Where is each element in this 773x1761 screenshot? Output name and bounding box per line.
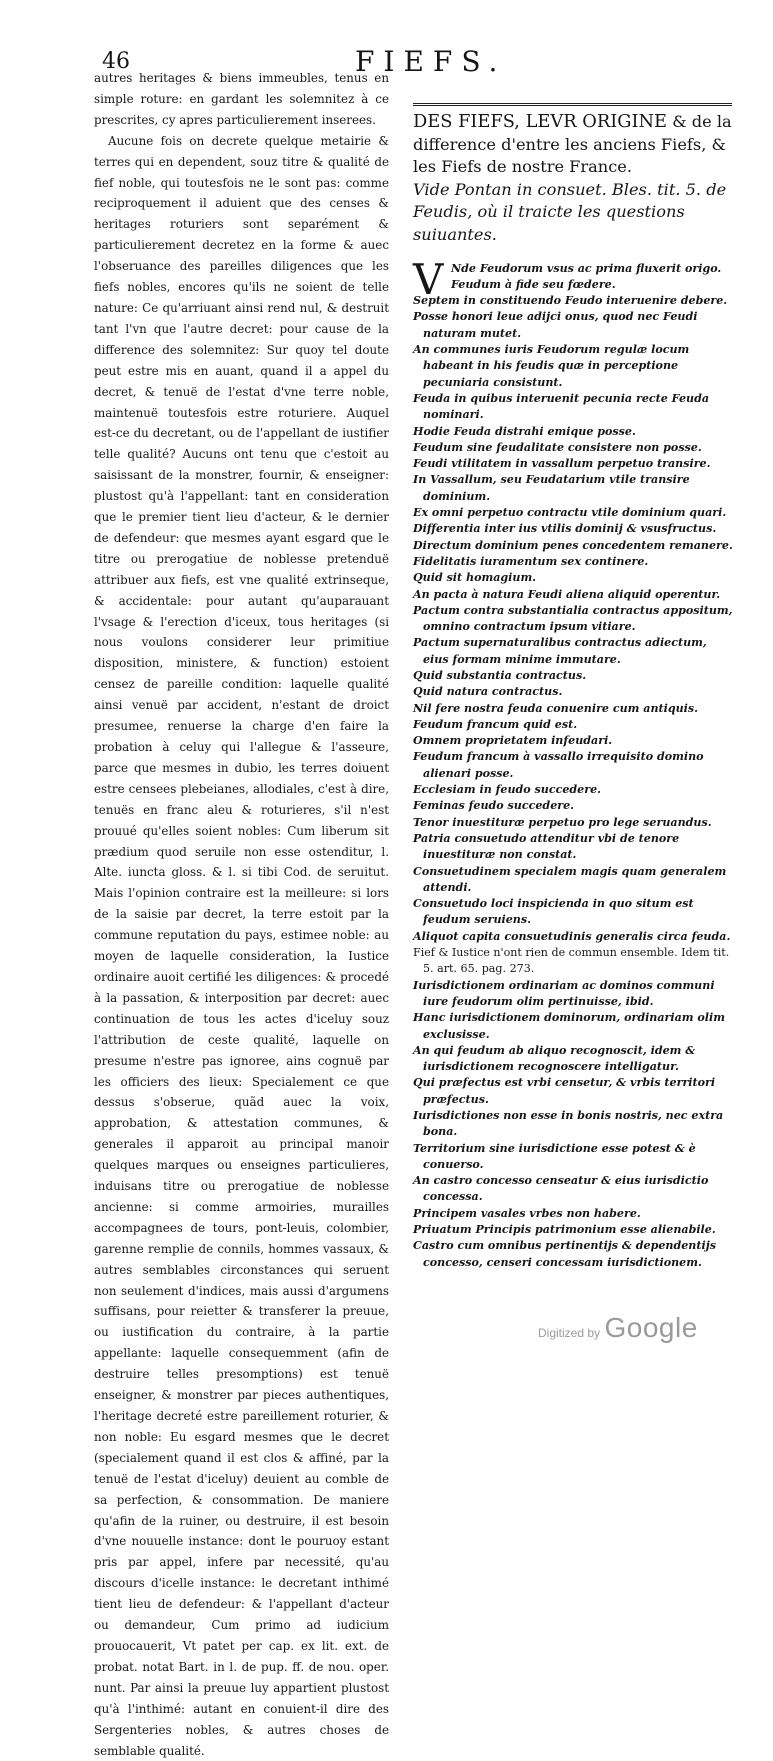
watermark-prefix: Digitized by [538,1326,601,1340]
list-item: Quid natura contractus. [413,685,563,699]
running-head: FIEFS. [355,45,507,78]
list-item: Ex omni perpetuo contractu vtile dominium quari. [413,506,727,520]
list-item: Consuetudo loci inspicienda in quo situm est feudum seruiens. [413,897,694,927]
section-heading-line1: DES FIEFS, LEVR ORIGINE [413,111,668,132]
list-item: Posse honori leue adijci onus, quod nec Feudi naturam mutet. [413,310,698,340]
list-item: An communes iuris Feudorum regulæ locum habeant in his feudis quæ in perceptione pecuniaria consistunt. [413,343,690,389]
list-item: Feudi vtilitatem in vassallum perpetuo transire. [413,457,711,471]
list-item: Aliquot capita consuetudinis generalis circa feuda. [413,929,731,943]
page-number: 46 [102,49,130,74]
list-item: Feminas feudo succedere. [413,799,575,813]
list-item: Feudum francum quid est. [413,717,578,731]
list-item: Pactum contra substantialia contractus appositum, omnino contractum ipsum vitiare. [413,603,733,634]
section-citation: Vide Pontan in consuet. Bles. tit. 5. de Feudis, où il traicte les questions suiuantes. [413,179,727,244]
summary-list [413,254,733,1271]
list-item: Directum dominium penes concedentem remanere. [413,538,733,552]
list-item: Territorium sine iurisdictione esse potest & è conuerso. [413,1141,696,1171]
list-item: An castro concesso censeatur & eius iurisdictio concessa. [413,1174,709,1204]
heading-rule-top [413,103,732,104]
left-column [94,68,389,1761]
list-item: Iurisdictiones non esse in bonis nostris, nec extra bona. [413,1109,724,1139]
list-item: Pactum supernaturalibus contractus adiectum, eius formam minime immutare. [413,636,707,666]
list-item: Quid sit homagium. [413,571,537,585]
list-item: Differentia inter ius vtilis dominij & vsusfructus. [413,522,717,536]
list-item: Fief & Iustice n'ont rien de commun ensemble. Idem tit. 5. art. 65. pag. 273. [413,946,730,976]
left-paragraph-1: autres heritages & biens immeubles, tenus en simple roture: en gardant les solemnitez à ce prescrites, cy apres particulierement inserees. [94,71,389,127]
right-column [413,103,733,1271]
list-item: Consuetudinem specialem magis quam generalem attendi. [413,864,727,894]
list-item: Quid substantia contractus. [413,668,587,682]
list-item: An qui feudum ab aliquo recognoscit, idem & iurisdictionem recognoscere intelligatur. [413,1043,696,1074]
list-item: Septem in constituendo Feudo interuenire debere. [413,294,728,308]
section-heading-line2: & de la difference d'entre les anciens Fiefs, & les Fiefs de nostre France. [413,112,732,177]
list-item: Feudum sine feudalitate consistere non posse. [413,440,702,454]
list-item: Priuatum Principis patrimonium esse alienabile. [413,1223,716,1237]
list-item: Patria consuetudo attenditur vbi de tenore inuestituræ non constat. [413,831,680,862]
list-item: Feuda in quibus interuenit pecunia recte Feuda nominari. [413,391,710,422]
list-item: Castro cum omnibus pertinentijs & dependentijs concesso, censeri concessam iurisdictionem. [413,1239,716,1269]
list-item: Hodie Feuda distrahi emique posse. [413,424,636,438]
left-paragraph-2: Aucune fois on decrete quelque metairie & terres qui en dependent, souz titre & qualité de fief noble, qui toutesfois ne le sont pas: comme reciproquement il aduient que des censes & heritages roturiers sont separément & particulierement decretez en la forme & auec l'obseruance des pareilles diligences que les fiefs nobles, encores qu'ils ne soient de telle nature: Ce qu'arriuant ainsi rend nul, & destruit tant l'vn que l'autre decret: pour cause de la difference des solemnitez: Sur quoy tel doute peut estre mis en auant, quand il a appel du decret, & tenuë de l'estat d'vne terre noble, maintenuë toutesfois estre roturiere. Auquel est-ce du decretant, ou de l'appellant de iustifier telle qualité? Aucuns ont tenu que c'estoit au saisissant de la monstrer, fournir, & enseigner: plustost qu'à l'appellant: tant en consideration que le premier tient lieu d'acteur, & le dernier de defendeur: que mesmes ayant esgard que le titre ou prerogatiue de noblesse pretenduë attribuer aux fiefs, est vne qualité extrinseque, & accidentale: pour autant qu'auparauant l'vsage & l'erection d'iceux, tous heritages (si nous voulons considerer leur primitiue disposition, ministere, & function) estoient censez de pareille condition: laquelle qualité ainsi venuë par accident, n'estant de droict presumee, renuerse la charge d'en faire la probation à celuy qui l'allegue & l'asseure, parce que mesmes in dubio, les terres doiuent estre censees plebeianes, allodiales, c'est à dire, tenuës en franc aleu & roturieres, s'il n'est prouué qu'elles soient nobles: Cum liberum sit prædium quod seruile non esse ostenditur, l. Alte. iuncta gloss. & l. si tibi Cod. de seruitut. Mais l'opinion contraire est la meilleure: si lors de la saisie par decret, la terre estoit par la commune reputation du pays, estimee noble: au moyen de laquelle consideration, la Iustice ordinaire auoit certifié les diligences: & procedé à la passation, & interposition par decret: auec continuation de tous les actes d'iceluy souz l'attribution de ceste qualité, laquelle on presume n'estre pas ignoree, ains cognuë par les officiers des lieux: Specialement ce que dessus s'obserue, quãd auec la voix, approbation, & attestation communes, & generales il apparoit au principal manoir quelques marques ou enseignes particulieres, induisans titre ou prerogatiue de noblesse ancienne: si comme armoiries, murailles accompagnees de tours, pont-leuis, colombier, garenne remplie de connils, hommes vassaux, & autres semblables circonstances qui seruent non seulement d'indices, mais aussi d'argumens suffisans, pour reietter & transferer la preuue, ou iustification du contraire, à la partie appellante: laquelle consequemment (afin de destruire telles presomptions) est tenuë enseigner, & monstrer par pieces authentiques, l'heritage decreté estre pareillement roturier, & non noble: Eu esgard mesmes que le decret (specialement quand il est clos & affiné, par la tenuë de l'estat d'iceluy) deuient au comble de sa perfection, & consommation. De maniere qu'afin de la ruiner, ou destruire, il est besoin d'vne nouuelle instance: dont le pouruoy estant pris par appel, infere par necessité, qu'au discours d'icelle instance: le decretant inthimé tient lieu de defendeur: & l'appellant d'acteur ou demandeur, Cum primo ad iudicium prouocauerit, Vt patet per cap. ex lit. ext. de probat. notat Bart. in l. de pup. ff. de nou. oper. nunt. Par ainsi la preuue luy appartient plustost qu'à l'inthimé: autant en conuient-il dire des Sergenteries nobles, & autres choses de semblable qualité. [94,133,389,1758]
drop-cap: V [413,254,444,304]
list-item: Omnem proprietatem infeudari. [413,734,613,748]
list-item: Iurisdictionem ordinariam ac dominos communi iure feudorum olim pertinuisse, ibid. [413,978,715,1008]
list-item: An pacta à natura Feudi aliena aliquid operentur. [413,587,721,601]
list-item: Nil fere nostra feuda conuenire cum antiquis. [413,701,699,715]
list-item: Feudum à fide seu fœdere. [451,277,616,291]
list-item: Principem vasales vrbes non habere. [413,1206,641,1220]
list-item: Feudum francum à vassallo irrequisito domino alienari posse. [413,750,704,780]
list-item: Nde Feudorum vsus ac prima fluxerit origo. [451,261,722,275]
list-item: Hanc iurisdictionem dominorum, ordinariam olim exclusisse. [413,1011,725,1041]
heading-rule-bottom [413,105,732,106]
list-item: Tenor inuestituræ perpetuo pro lege seruandus. [413,815,712,829]
list-item: In Vassallum, seu Feudatarium vtile transire dominium. [413,473,690,503]
digitized-by-watermark [538,1312,698,1344]
list-item: Qui præfectus est vrbi censetur, & vrbis territori præfectus. [413,1076,716,1106]
list-item: Ecclesiam in feudo succedere. [413,783,602,797]
list-item: Fidelitatis iuramentum sex continere. [413,554,649,568]
google-logo: Google [604,1312,698,1343]
section-heading [413,111,733,179]
